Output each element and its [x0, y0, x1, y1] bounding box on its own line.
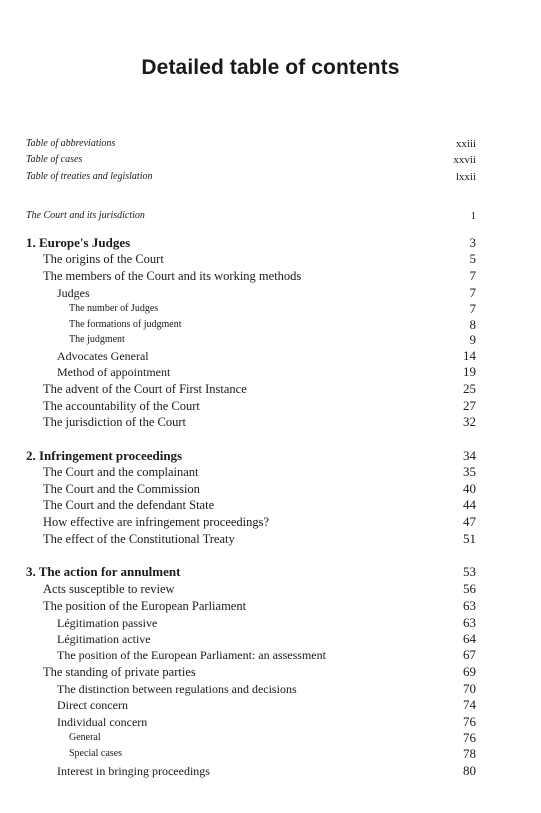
toc-page-number: 63 — [463, 615, 476, 630]
toc-page-number: 32 — [463, 414, 476, 429]
toc-entry-title: 3. The action for annulment — [26, 564, 181, 579]
toc-entry-title: The standing of private parties — [43, 665, 196, 679]
toc-page-number: 9 — [469, 332, 476, 347]
toc-entry-title: Légitimation active — [57, 632, 151, 646]
toc-entry-title: Légitimation passive — [57, 616, 158, 630]
toc-entry-title: Advocates General — [57, 349, 149, 363]
toc-entry — [0, 714, 541, 730]
toc-page-number: 1 — [470, 210, 476, 222]
toc-entry — [0, 364, 541, 380]
toc-page-number: 47 — [463, 514, 476, 529]
toc-entry-title: Special cases — [69, 748, 123, 759]
toc-page-number: 53 — [463, 564, 476, 579]
toc-entry-title: Acts susceptible to review — [43, 582, 175, 596]
page-title: Detailed table of contents — [141, 56, 400, 79]
toc-entry-title: 1. Europe's Judges — [26, 235, 131, 250]
toc-page-number: 74 — [463, 697, 476, 712]
toc-entry-title: The Court and the complainant — [43, 465, 199, 479]
toc-entry-title: The judgment — [69, 334, 125, 345]
toc-entry-title: The members of the Court and its working methods — [43, 269, 302, 283]
toc-page-number: 5 — [469, 251, 476, 266]
toc-page-number: 80 — [463, 763, 476, 778]
toc-entry-title: The accountability of the Court — [43, 399, 200, 413]
toc-entry-title: The advent of the Court of First Instance — [43, 382, 247, 396]
toc-page-number: 63 — [463, 598, 476, 613]
toc-entry-title: Method of appointment — [57, 365, 171, 379]
toc-entry — [0, 531, 541, 547]
toc-page-number: 7 — [469, 301, 476, 316]
toc-entry-title: The origins of the Court — [43, 252, 164, 266]
toc-chapter-entry — [0, 448, 541, 464]
toc-entry-title: The distinction between regulations and decisions — [57, 682, 297, 696]
toc-entry-title: The effect of the Constitutional Treaty — [43, 532, 235, 546]
toc-entry — [0, 581, 541, 597]
toc-page-number: 67 — [463, 647, 476, 662]
toc-entry-title: The jurisdiction of the Court — [43, 415, 187, 429]
toc-entry-title: The number of Judges — [69, 303, 159, 314]
toc-page-number: xxvii — [453, 154, 476, 166]
toc-entry-title: The Court and the defendant State — [43, 498, 215, 512]
toc-page-number: 64 — [463, 631, 476, 646]
toc-entry — [0, 681, 541, 697]
toc-entry — [0, 398, 541, 414]
toc-entry — [0, 647, 541, 663]
toc-entry-title: Table of abbreviations — [26, 138, 116, 149]
toc-entry — [0, 317, 541, 333]
toc-page-number: xxiii — [455, 138, 476, 150]
toc-page-number: 51 — [463, 531, 476, 546]
toc-page-number: 19 — [463, 364, 476, 379]
toc-entry — [0, 332, 541, 348]
toc-chapter-entry — [0, 564, 541, 580]
toc-entry — [0, 598, 541, 614]
toc-page-number: 3 — [469, 235, 476, 250]
toc-page-number: 44 — [463, 497, 476, 512]
toc-chapter-entry — [0, 235, 541, 251]
toc-entry — [0, 481, 541, 497]
toc-entry — [0, 169, 541, 185]
toc-entry-title: The Court and its jurisdiction — [26, 210, 145, 221]
toc-entry-title: General — [69, 732, 101, 743]
toc-entry-title: Individual concern — [57, 715, 148, 729]
toc-page-number: 56 — [463, 581, 476, 596]
toc-page-number: 69 — [463, 664, 476, 679]
toc-entry — [0, 301, 541, 317]
toc-page-number: 76 — [463, 730, 476, 745]
toc-entry — [0, 152, 541, 168]
toc-entry-title: Interest in bringing proceedings — [57, 764, 210, 778]
toc-entry — [0, 348, 541, 364]
toc-entry-title: 2. Infringement proceedings — [26, 448, 183, 463]
toc-entry — [0, 763, 541, 779]
toc-entry-title: Judges — [57, 286, 90, 300]
toc-entry — [0, 514, 541, 530]
toc-entry — [0, 664, 541, 680]
toc-page-number: 14 — [463, 348, 476, 363]
toc-entry — [0, 615, 541, 631]
toc-entry — [0, 631, 541, 647]
toc-entry-title: The Court and the Commission — [43, 482, 200, 496]
toc-page-number: 7 — [469, 268, 476, 283]
toc-entry — [0, 697, 541, 713]
toc-page-number: 27 — [463, 398, 476, 413]
toc-entry — [0, 464, 541, 480]
toc-entry — [0, 285, 541, 301]
toc-entry — [0, 268, 541, 284]
toc-entry-title: Table of cases — [26, 154, 83, 165]
toc-page-number: 78 — [463, 746, 476, 761]
toc-page-number: lxxii — [455, 171, 476, 183]
toc-entry — [0, 136, 541, 152]
toc-entry-title: How effective are infringement proceedings? — [43, 515, 270, 529]
toc-entry-title: The position of the European Parliament: an assessment — [57, 648, 326, 662]
toc-page-number: 76 — [463, 714, 476, 729]
toc-entry — [0, 730, 541, 746]
toc-entry-title: Table of treaties and legislation — [26, 171, 153, 182]
toc-page-number: 25 — [463, 381, 476, 396]
toc-page-number: 8 — [469, 317, 476, 332]
toc-page-number: 70 — [463, 681, 476, 696]
toc-entry — [0, 208, 541, 224]
toc-entry — [0, 251, 541, 267]
toc-page-number: 7 — [469, 285, 476, 300]
toc-entry — [0, 497, 541, 513]
toc-entry-title: Direct concern — [57, 698, 128, 712]
toc-entry — [0, 381, 541, 397]
toc-entry — [0, 746, 541, 762]
toc-entry-title: The position of the European Parliament — [43, 599, 247, 613]
toc-entry-title: The formations of judgment — [69, 319, 182, 330]
toc-page-number: 40 — [463, 481, 476, 496]
toc-page-number: 35 — [463, 464, 476, 479]
toc-page-number: 34 — [463, 448, 476, 463]
toc-entry — [0, 414, 541, 430]
